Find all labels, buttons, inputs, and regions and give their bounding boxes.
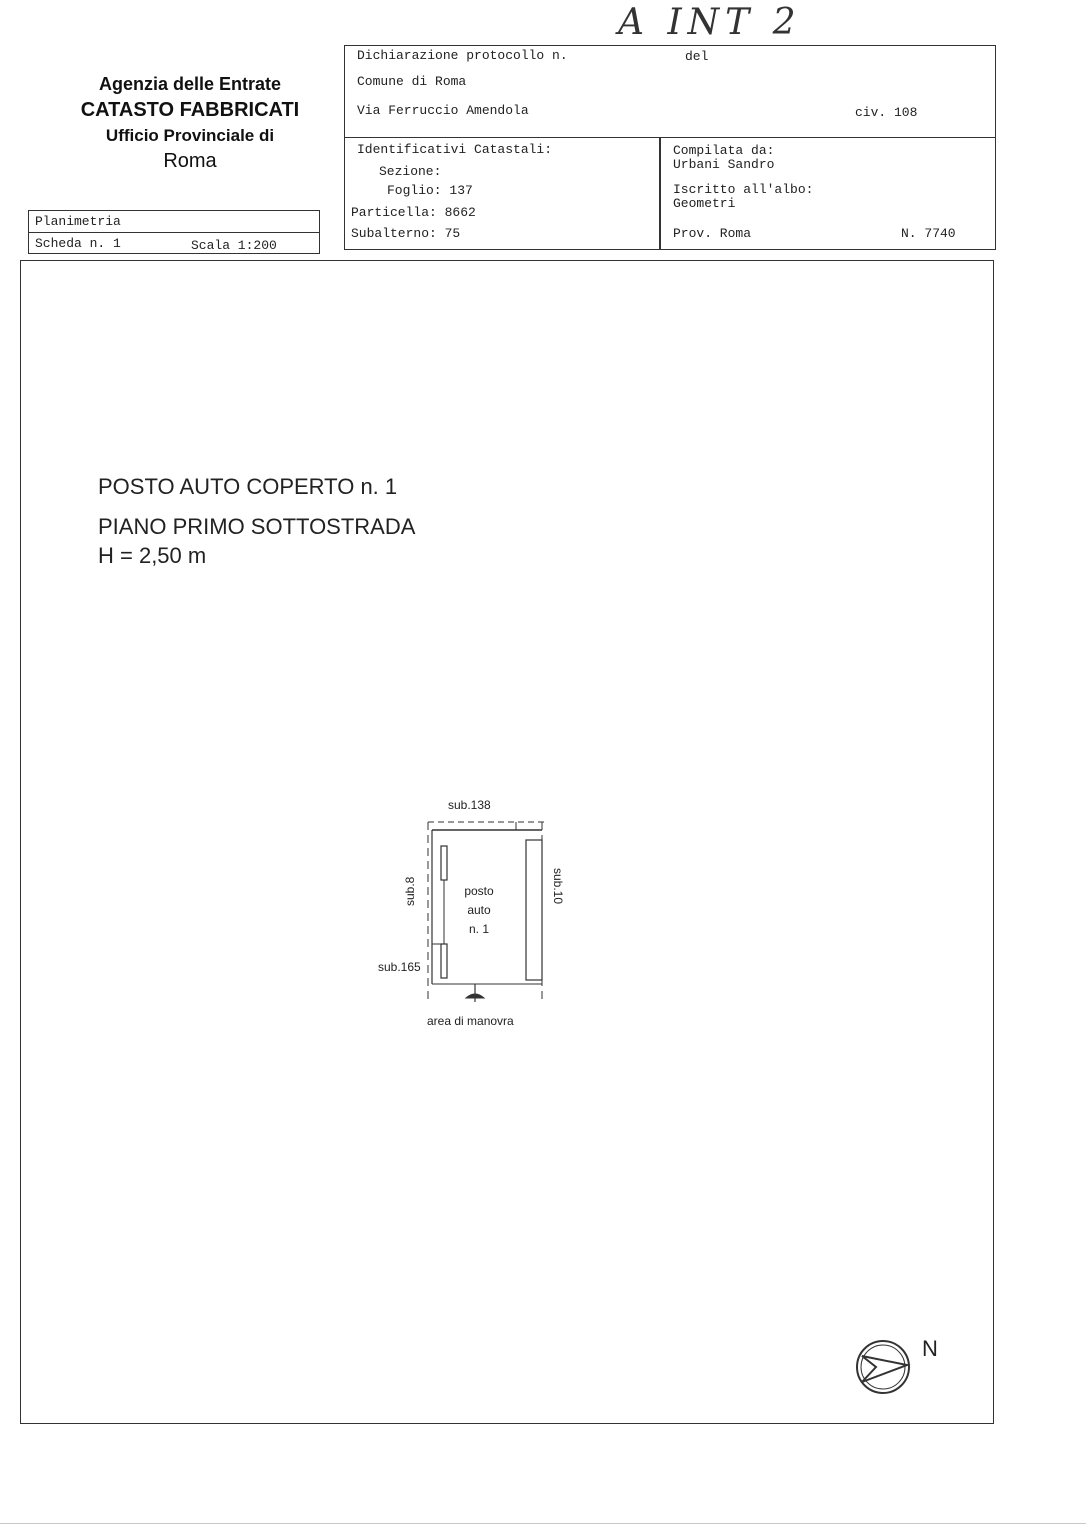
albo-value: Geometri	[673, 196, 736, 211]
scheda-number: Scheda n. 1	[35, 236, 121, 251]
floor-plan	[370, 790, 590, 1040]
north-label: N	[922, 1336, 938, 1361]
via-label: Via Ferruccio Amendola	[357, 103, 529, 118]
albo-number: N. 7740	[901, 226, 956, 241]
protocol-box	[344, 45, 996, 138]
subalterno-label: Subalterno: 75	[351, 226, 461, 241]
sub-left-label: sub.8	[403, 876, 417, 906]
sezione-label: Sezione:	[379, 164, 442, 179]
room-label-line3: n. 1	[468, 922, 490, 936]
handwritten-note: A INT 2	[618, 2, 802, 43]
foglio-label: Foglio: 137	[387, 183, 473, 198]
comune-label: Comune di Roma	[357, 74, 467, 89]
scala-value: Scala 1:200	[191, 238, 277, 253]
drawing-title-line3: H = 2,50 m	[98, 543, 207, 568]
iscritto-label: Iscritto all'albo:	[673, 182, 814, 197]
identificativi-title: Identificativi Catastali:	[357, 142, 553, 157]
sub-bottom-left-label: sub.165	[378, 960, 421, 974]
planimetria-box	[28, 210, 320, 254]
sub-right-label: sub.10	[551, 868, 565, 905]
compilata-label: Compilata da:	[673, 143, 775, 158]
drawing-title-line1: POSTO AUTO COPERTO n. 1	[98, 474, 398, 499]
agency-header	[50, 74, 330, 173]
agency-name: Agenzia delle Entrate	[98, 74, 282, 94]
drawing-title-line2: PIANO PRIMO SOTTOSTRADA	[98, 514, 416, 539]
ufficio-city: Roma	[163, 150, 217, 172]
civico-label: civ. 108	[855, 105, 918, 120]
room-label-line1: posto	[464, 884, 494, 898]
compilata-name: Urbani Sandro	[673, 157, 775, 172]
identificativi-box	[344, 137, 996, 250]
ufficio-label: Ufficio Provinciale di	[105, 126, 275, 145]
dichiarazione-label: Dichiarazione protocollo n.	[357, 48, 568, 63]
scan-edge-line	[0, 1523, 1086, 1524]
particella-label: Particella: 8662	[351, 205, 476, 220]
header-divider	[659, 138, 661, 249]
planimetria-title: Planimetria	[35, 214, 121, 229]
catasto-title: CATASTO FABBRICATI	[80, 99, 300, 121]
del-label: del	[685, 49, 709, 64]
provincia-label: Prov. Roma	[673, 226, 752, 241]
area-manovra-label: area di manovra	[427, 1014, 514, 1028]
room-label-line2: auto	[467, 903, 491, 917]
compass-icon	[852, 1336, 914, 1398]
sub-top-label: sub.138	[448, 798, 491, 812]
